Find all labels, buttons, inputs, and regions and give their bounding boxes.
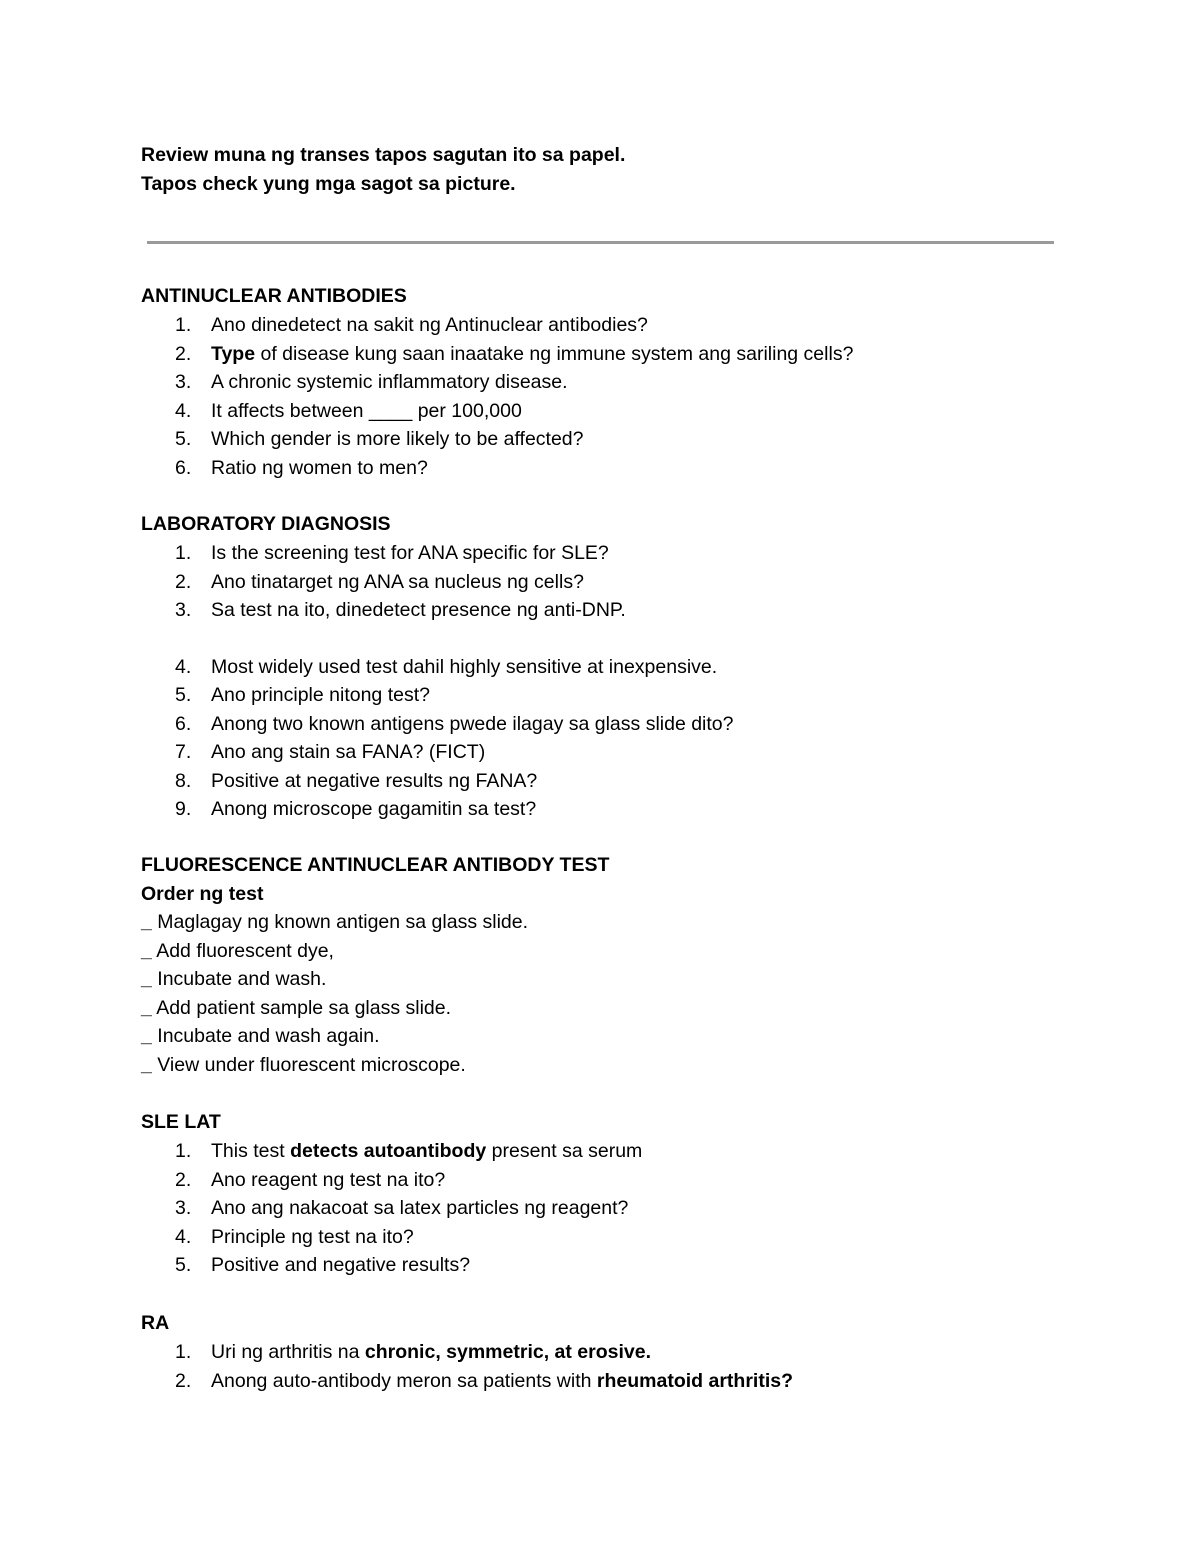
question-item: 1. Is the screening test for ANA specific for SLE?	[175, 542, 609, 564]
question-list	[141, 1137, 1141, 1280]
question-item: 2. Ano tinatarget ng ANA sa nucleus ng cells?	[175, 570, 584, 593]
intro-line-2: Tapos check yung mga sagot sa picture.	[141, 173, 516, 195]
horizontal-divider	[147, 241, 1054, 244]
question-item: 8. Positive at negative results ng FANA?	[175, 769, 538, 792]
question-item: 2. Type of disease kung saan inaatake ng immune system ang sariling cells?	[175, 342, 854, 365]
section-fana-test	[141, 851, 1141, 1080]
order-step: _ Maglagay ng known antigen sa glass slide.	[141, 911, 529, 933]
question-item: 3. Ano ang nakacoat sa latex particles ng reagent?	[175, 1197, 629, 1219]
answer-blank: _	[141, 996, 152, 1019]
intro-line-1: Review muna ng transes tapos sagutan ito sa papel.	[141, 144, 626, 166]
question-list	[141, 539, 1141, 824]
question-item: 5. Which gender is more likely to be affected?	[175, 428, 584, 450]
section-ra	[141, 1309, 1141, 1395]
order-step: _ Incubate and wash.	[141, 968, 327, 991]
question-item: 1. Uri ng arthritis na chronic, symmetric, at erosive.	[175, 1341, 652, 1363]
question-list	[141, 1338, 1141, 1395]
question-item: 1. This test detects autoantibody present sa serum	[175, 1140, 643, 1162]
section-laboratory-diagnosis	[141, 510, 1141, 824]
section-heading: LABORATORY DIAGNOSIS	[141, 513, 391, 535]
section-heading: SLE LAT	[141, 1111, 221, 1133]
question-item: 4. Principle ng test na ito?	[175, 1225, 414, 1248]
section-heading: RA	[141, 1312, 170, 1334]
question-item: 4. Most widely used test dahil highly sensitive at inexpensive.	[175, 655, 718, 678]
order-subheading: Order ng test	[141, 883, 264, 905]
question-item: 2. Ano reagent ng test na ito?	[175, 1168, 446, 1191]
question-item: 5. Positive and negative results?	[175, 1254, 471, 1276]
answer-blank: _	[141, 1053, 152, 1076]
question-item: 7. Ano ang stain sa FANA? (FICT)	[175, 741, 486, 763]
order-step: _ View under fluorescent microscope.	[141, 1053, 466, 1076]
question-item: 1. Ano dinedetect na sakit ng Antinuclear antibodies?	[175, 314, 648, 336]
order-steps	[141, 908, 1141, 1080]
question-item: 5. Ano principle nitong test?	[175, 684, 430, 706]
answer-blank: _	[141, 911, 152, 933]
order-step: _ Add fluorescent dye,	[141, 939, 334, 962]
section-sle-lat	[141, 1108, 1141, 1280]
section-heading: ANTINUCLEAR ANTIBODIES	[141, 285, 407, 307]
question-item: 6. Ratio ng women to men?	[175, 456, 428, 479]
question-item: 2. Anong auto-antibody meron sa patients with rheumatoid arthritis?	[175, 1369, 794, 1392]
intro-instructions	[141, 141, 625, 199]
order-step: _ Add patient sample sa glass slide.	[141, 996, 452, 1019]
question-item: 9. Anong microscope gagamitin sa test?	[175, 798, 537, 820]
question-list	[141, 311, 1141, 482]
question-item: 3. Sa test na ito, dinedetect presence ng anti-DNP.	[175, 599, 626, 621]
question-item: 4. It affects between ____ per 100,000	[175, 399, 522, 422]
answer-blank: _	[141, 939, 152, 962]
answer-blank: _	[141, 968, 152, 991]
section-antinuclear-antibodies	[141, 282, 1141, 482]
order-step: _ Incubate and wash again.	[141, 1025, 380, 1048]
question-item: 6. Anong two known antigens pwede ilagay sa glass slide dito?	[175, 712, 734, 735]
section-heading: FLUORESCENCE ANTINUCLEAR ANTIBODY TEST	[141, 854, 610, 876]
question-item: 3. A chronic systemic inflammatory disease.	[175, 371, 568, 393]
answer-blank: _	[141, 1025, 152, 1048]
